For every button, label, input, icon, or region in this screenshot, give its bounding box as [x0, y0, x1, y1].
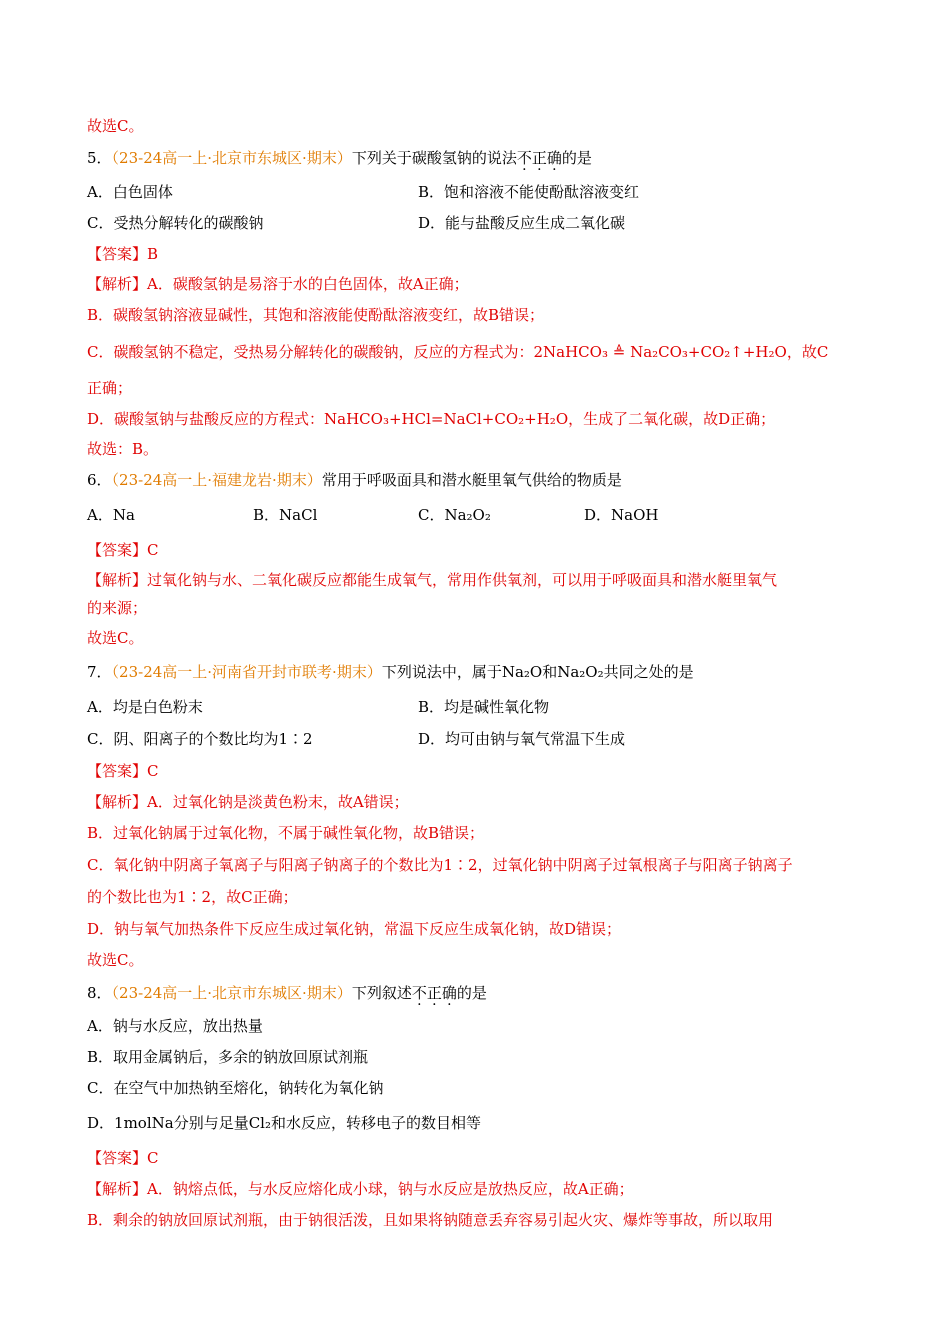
option-c: C．Na₂O₂	[418, 506, 491, 524]
explanation-line: 【解析】A．碳酸氢钠是易溶于水的白色固体，故A正确；	[87, 275, 469, 293]
question-number: 7．	[87, 663, 112, 681]
question-5-stem	[87, 148, 592, 168]
explanation-line: 【解析】A．钠熔点低，与水反应熔化成小球，钠与水反应是放热反应，故A正确；	[87, 1180, 634, 1198]
answer: 【答案】C	[87, 762, 159, 780]
option-a: A．Na	[87, 506, 135, 524]
explanation-line: 故选：B。	[87, 440, 159, 458]
option-b: B．NaCl	[253, 506, 318, 524]
explanation-line: 故选C。	[87, 629, 144, 647]
explanation-line: B．剩余的钠放回原试剂瓶，由于钠很活泼，且如果将钠随意丢弃容易引起火灾、爆炸等事故，所以取用	[87, 1211, 774, 1229]
stem-text: 下列说法中，属于Na₂O和Na₂O₂共同之处的是	[381, 663, 694, 681]
option-d: D．1molNa分别与足量Cl₂和水反应，转移电子的数目相等	[87, 1114, 481, 1132]
explanation-line: D．碳酸氢钠与盐酸反应的方程式：NaHCO₃+HCl=NaCl+CO₂+H₂O，生成了二氧化碳，故D正确；	[87, 410, 776, 428]
explanation-line: 故选C。	[87, 951, 144, 969]
explanation-line: 正确；	[87, 379, 133, 397]
question-8-stem	[87, 983, 487, 1003]
stem-text: 常用于呼吸面具和潜水艇里氧气供给的物质是	[321, 471, 622, 489]
option-d: D．能与盐酸反应生成二氧化碳	[418, 214, 626, 232]
answer: 【答案】C	[87, 1149, 159, 1167]
explanation-line: C．碳酸氢钠不稳定，受热易分解转化的碳酸钠，反应的方程式为：2NaHCO₃ ≜ Na₂CO₃+CO₂↑+H₂O，故C	[87, 343, 829, 361]
option-a: A．均是白色粉末	[87, 698, 203, 716]
option-d: D．均可由钠与氧气常温下生成	[418, 730, 626, 748]
explanation-line: 的个数比也为1∶2，故C正确；	[87, 888, 298, 906]
answer: 【答案】C	[87, 541, 159, 559]
option-a: A．白色固体	[87, 183, 173, 201]
question-6-stem	[87, 470, 622, 490]
explanation-line: 的来源；	[87, 599, 148, 617]
explanation-line: C．氧化钠中阴离子氧离子与阳离子钠离子的个数比为1∶2，过氧化钠中阴离子过氧根离子与阳离子钠离子	[87, 856, 793, 874]
option-b: B．饱和溶液不能使酚酞溶液变红	[418, 183, 640, 201]
question-number: 8．	[87, 984, 112, 1002]
option-b: B．均是碱性氧化物	[418, 698, 550, 716]
question-source: （23-24高一上·福建龙岩·期末）	[111, 471, 322, 489]
stem-text: 的是	[561, 149, 592, 167]
option-d: D．NaOH	[584, 506, 659, 524]
stem-text: 下列叙述	[351, 984, 412, 1002]
emphasis-char: 不	[411, 984, 427, 1002]
stem-text: 的是	[456, 984, 487, 1002]
option-c: C．在空气中加热钠至熔化，钠转化为氧化钠	[87, 1079, 384, 1097]
emphasis-char: 正	[426, 984, 442, 1002]
explanation-line: B．碳酸氢钠溶液显碱性，其饱和溶液能使酚酞溶液变红，故B错误；	[87, 306, 545, 324]
explanation-line: 【解析】A．过氧化钠是淡黄色粉末，故A错误；	[87, 793, 409, 811]
emphasis-char: 不	[516, 149, 532, 167]
emphasis-char: 确	[441, 984, 457, 1002]
question-source: （23-24高一上·北京市东城区·期末）	[111, 984, 352, 1002]
explanation-line: D．钠与氧气加热条件下反应生成过氧化钠，常温下反应生成氧化钠，故D错误；	[87, 920, 622, 938]
explanation-line: B．过氧化钠属于过氧化物，不属于碱性氧化物，故B错误；	[87, 824, 485, 842]
question-number: 5．	[87, 149, 112, 167]
stem-text: 下列关于碳酸氢钠的说法	[351, 149, 517, 167]
answer: 【答案】B	[87, 245, 159, 263]
option-c: C．受热分解转化的碳酸钠	[87, 214, 264, 232]
conclusion-prev: 故选C。	[87, 117, 144, 135]
question-7-stem	[87, 662, 694, 682]
emphasis-char: 确	[546, 149, 562, 167]
question-source: （23-24高一上·北京市东城区·期末）	[111, 149, 352, 167]
explanation-line: 【解析】过氧化钠与水、二氧化碳反应都能生成氧气，常用作供氧剂，可以用于呼吸面具和潜水艇里氧气	[87, 571, 778, 589]
option-b: B．取用金属钠后，多余的钠放回原试剂瓶	[87, 1048, 369, 1066]
question-number: 6．	[87, 471, 112, 489]
question-source: （23-24高一上·河南省开封市联考·期末）	[111, 663, 382, 681]
option-c: C．阴、阳离子的个数比均为1∶2	[87, 730, 313, 748]
emphasis-char: 正	[531, 149, 547, 167]
option-a: A．钠与水反应，放出热量	[87, 1017, 263, 1035]
